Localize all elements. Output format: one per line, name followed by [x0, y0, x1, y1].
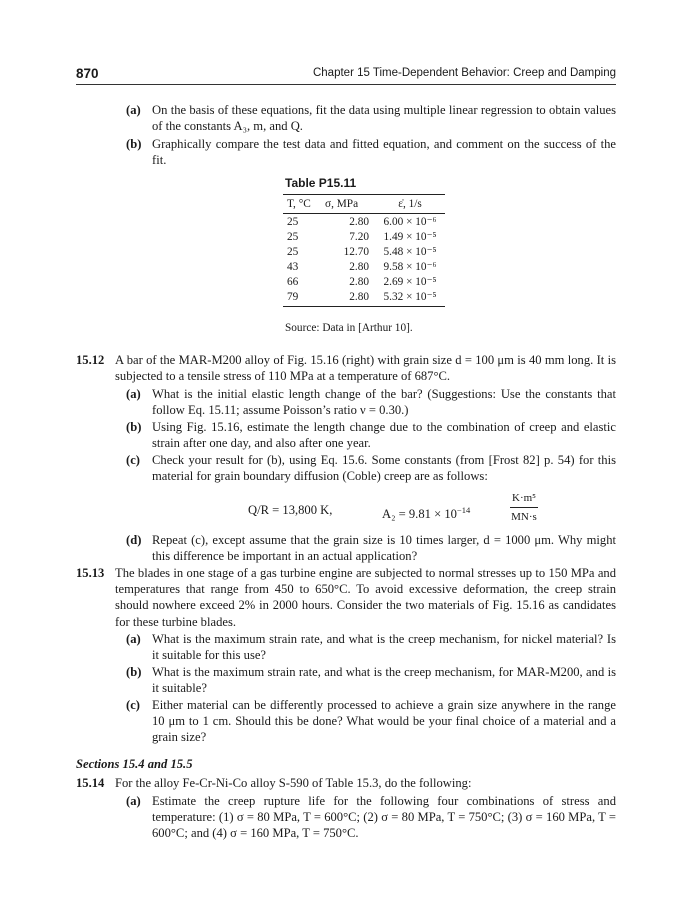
table-cell: 6.00 × 10⁻⁶: [383, 216, 437, 228]
running-header: [76, 66, 616, 86]
section-heading: Sections 15.4 and 15.5: [76, 757, 193, 771]
equation-fraction: [510, 490, 538, 525]
equation-exponent: −14: [456, 505, 471, 515]
part-text: What is the initial elastic length change of the bar? (Suggestions: Use the constants that follow Eq. 15.11; assume Poisson’s ratio ν = 0.30.): [152, 387, 616, 418]
part-text: Check your result for (b), using Eq. 15.6. Some constants (from [Frost 82] p. 54) for this material for grain boundary diffusion (Coble) creep are as follows:: [152, 453, 616, 484]
table-header-row: [283, 195, 445, 214]
problem-number: 15.12: [76, 353, 105, 367]
table-row: [283, 259, 445, 274]
problem-statement: For the alloy Fe-Cr-Ni-Co alloy S-590 of Table 15.3, do the following:: [115, 776, 472, 790]
table-cell: 25: [287, 245, 299, 258]
table-cell: 25: [287, 215, 299, 228]
part-label: (a): [126, 632, 141, 646]
problem-number: 15.14: [76, 776, 105, 790]
problem-number: 15.13: [76, 566, 105, 580]
fraction-denominator: MN·s: [511, 511, 537, 524]
problem-statement: The blades in one stage of a gas turbine engine are subjected to normal stresses up to 150 MPa and temperatures that range from 450 to 650°C. To avoid excessive deformation, the creep strain should nowhere exceed 2% in 2000 hours. Consider the two materials of Fig. 15.16 as candidates for these turbine blades.: [115, 566, 616, 629]
chapter-title: Chapter 15 Time-Dependent Behavior: Creep and Damping: [312, 67, 616, 79]
table-cell: 66: [287, 275, 299, 288]
table-cell: 43: [287, 260, 299, 273]
table-row: [283, 274, 445, 289]
part-label: (a): [126, 794, 141, 808]
table-row: [283, 229, 445, 244]
table-title: Table P15.11: [285, 176, 357, 190]
table-cell: 12.70: [343, 245, 369, 258]
part-text: On the basis of these equations, fit the data using multiple linear regression to obtain values of the constants A₃, m, and Q.: [152, 103, 616, 134]
equation-q-over-r: Q/R = 13,800 K,: [248, 503, 333, 517]
part-label: (b): [126, 420, 142, 434]
part-label: (a): [126, 103, 141, 117]
part-label: (c): [126, 453, 140, 467]
equation-a2: [382, 502, 470, 522]
part-label: (a): [126, 387, 141, 401]
table-cell: 1.49 × 10⁻⁵: [383, 231, 437, 243]
header-rule: [76, 84, 616, 85]
column-header: σ, MPa: [323, 195, 375, 214]
table-row: [283, 244, 445, 259]
column-header: T, °C: [283, 195, 323, 214]
table-cell: 79: [283, 289, 323, 307]
fraction-numerator: K·m⁵: [510, 490, 538, 508]
table-cell: 2.80: [349, 260, 369, 273]
table-cell: 2.80: [349, 275, 369, 288]
table-cell: 2.69 × 10⁻⁵: [383, 276, 437, 288]
part-label: (b): [126, 665, 142, 679]
part-text: Graphically compare the test data and fitted equation, and comment on the success of the fit.: [152, 137, 616, 168]
table-cell: 2.80: [349, 215, 369, 228]
table-cell: 5.48 × 10⁻⁵: [383, 246, 437, 258]
table-cell: 5.32 × 10⁻⁵: [375, 289, 445, 307]
table-row: [283, 214, 445, 230]
table-source: Source: Data in [Arthur 10].: [285, 322, 413, 334]
part-text: What is the maximum strain rate, and what is the creep mechanism, for MAR-M200, and is it suitable?: [152, 665, 616, 696]
table-row: [283, 289, 445, 307]
part-text: Repeat (c), except assume that the grain size is 10 times larger, d = 1000 μm. Why might this difference be important in an actual application?: [152, 533, 616, 564]
part-label: (b): [126, 137, 142, 151]
part-text: Using Fig. 15.16, estimate the length change due to the combination of creep and elastic strain after one day, and also after one year.: [152, 420, 616, 451]
part-text: Estimate the creep rupture life for the following four combinations of stress and temperature: (1) σ = 80 MPa, T = 600°C; (2) σ = 80 MPa, T = 750°C; (3) σ = 160 MPa, T = 600°C; and (4) σ = 160 MPa, T = 750°C.: [152, 794, 616, 841]
table-cell: 9.58 × 10⁻⁶: [383, 261, 437, 273]
table-cell: 7.20: [349, 230, 369, 243]
table-cell: 25: [287, 230, 299, 243]
part-text: Either material can be differently processed to achieve a grain size anywhere in the range 10 μm to 1 cm. Should this be done? What would be your final choice of a material and a grain size?: [152, 698, 616, 745]
part-label: (d): [126, 533, 142, 547]
page-number: 870: [76, 66, 99, 81]
column-header: ε̇, 1/s: [375, 195, 445, 214]
part-text: What is the maximum strain rate, and what is the creep mechanism, for nickel material? Is it suitable for this use?: [152, 632, 616, 663]
table-cell: 2.80: [323, 289, 375, 307]
problem-statement: A bar of the MAR-M200 alloy of Fig. 15.16 (right) with grain size d = 100 μm is 40 mm long. It is subjected to a tensile stress of 110 MPa at a temperature of 687°C.: [115, 353, 616, 384]
equation-a2-base: A₂ = 9.81 × 10: [382, 507, 457, 521]
part-label: (c): [126, 698, 140, 712]
data-table: [283, 194, 445, 307]
